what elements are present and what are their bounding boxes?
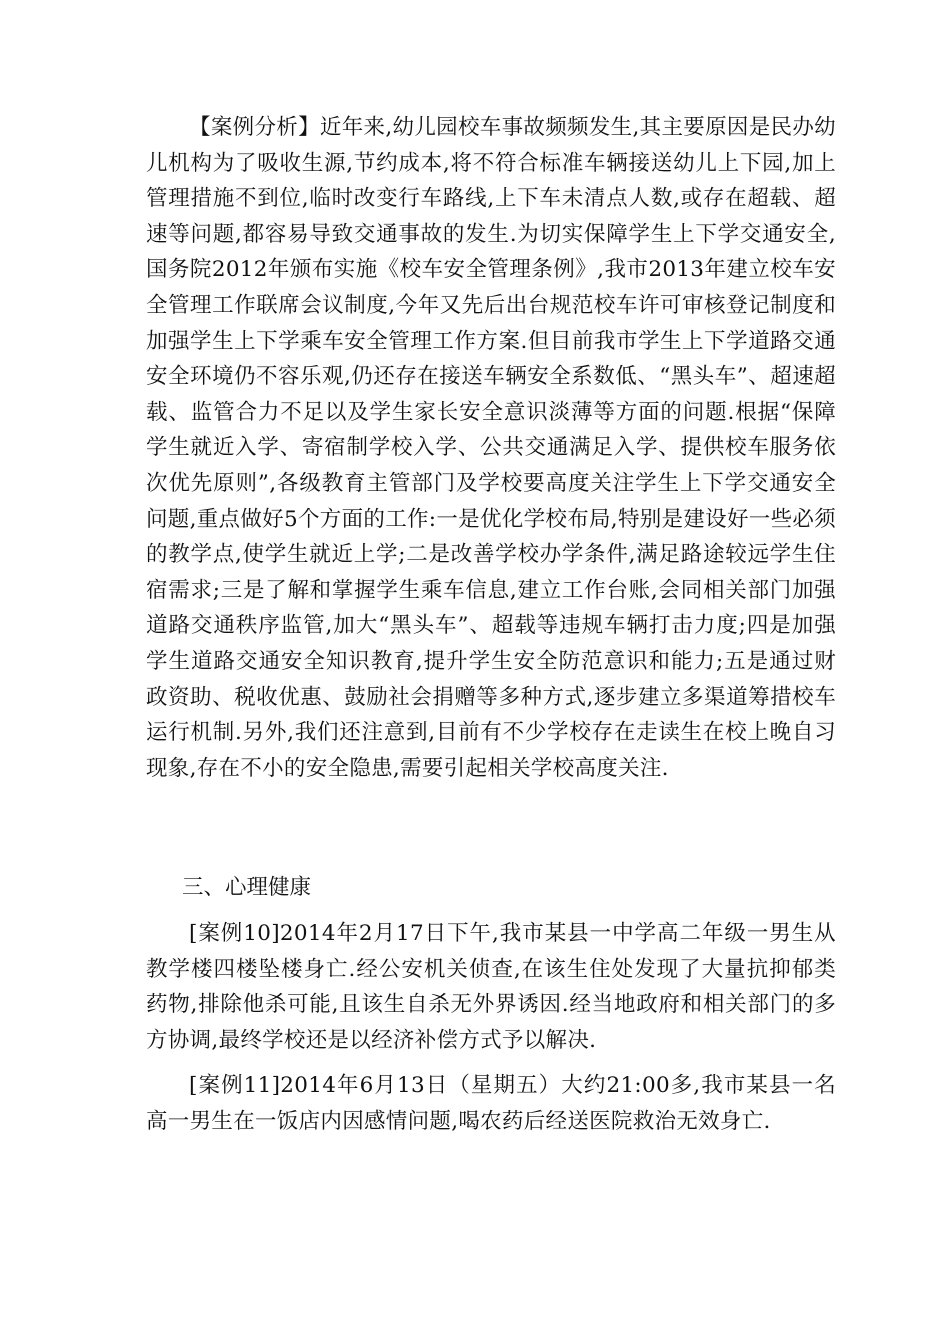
case-11-paragraph: [案例11]2014年6月13日（星期五）大约21:00多,我市某县一名高一男生在一饭店内因感情问题,喝农药后经送医院救治无效身亡.	[146, 1073, 836, 1134]
section-heading: 三、心理健康	[182, 875, 312, 900]
case-10-paragraph: [案例10]2014年2月17日下午,我市某县一中学高二年级一男生从教学楼四楼坠楼身亡.经公安机关侦查,在该生住处发现了大量抗抑郁类药物,排除他杀可能,且该生自杀无外界诱因.经当地政府和相关部门的多方协调,最终学校还是以经济补偿方式予以解决.	[146, 921, 836, 1053]
case-analysis-paragraph: 【案例分析】近年来,幼儿园校车事故频频发生,其主要原因是民办幼儿机构为了吸收生源,节约成本,将不符合标准车辆接送幼儿上下园,加上管理措施不到位,临时改变行车路线,上下车未清点人数,或存在超载、超速等问题,都容易导致交通事故的发生.为切实保障学生上下学交通安全,国务院2012年颁布实施《校车安全管理条例》,我市2013年建立校车安全管理工作联席会议制度,今年又先后出台规范校车许可审核登记制度和加强学生上下学乘车安全管理工作方案.但目前我市学生上下学道路交通安全环境仍不容乐观,仍还存在接送车辆安全系数低、“黑头车”、超速超载、监管合力不足以及学生家长安全意识淡薄等方面的问题.根据“保障学生就近入学、寄宿制学校入学、公共交通满足入学、提供校车服务依次优先原则”,各级教育主管部门及学校要高度关注学生上下学交通安全问题,重点做好5个方面的工作:一是优化学校布局,特别是建设好一些必须的教学点,使学生就近上学;二是改善学校办学条件,满足路途较远学生住宿需求;三是了解和掌握学生乘车信息,建立工作台账,会同相关部门加强道路交通秩序监管,加大“黑头车”、超载等违规车辆打击力度;四是加强学生道路交通安全知识教育,提升学生安全防范意识和能力;五是通过财政资助、税收优惠、鼓励社会捐赠等多种方式,逐步建立多渠道筹措校车运行机制.另外,我们还注意到,目前有不少学校存在走读生在校上晚自习现象,存在不小的安全隐患,需要引起相关学校高度关注.	[146, 115, 836, 781]
document-page	[146, 110, 836, 1134]
